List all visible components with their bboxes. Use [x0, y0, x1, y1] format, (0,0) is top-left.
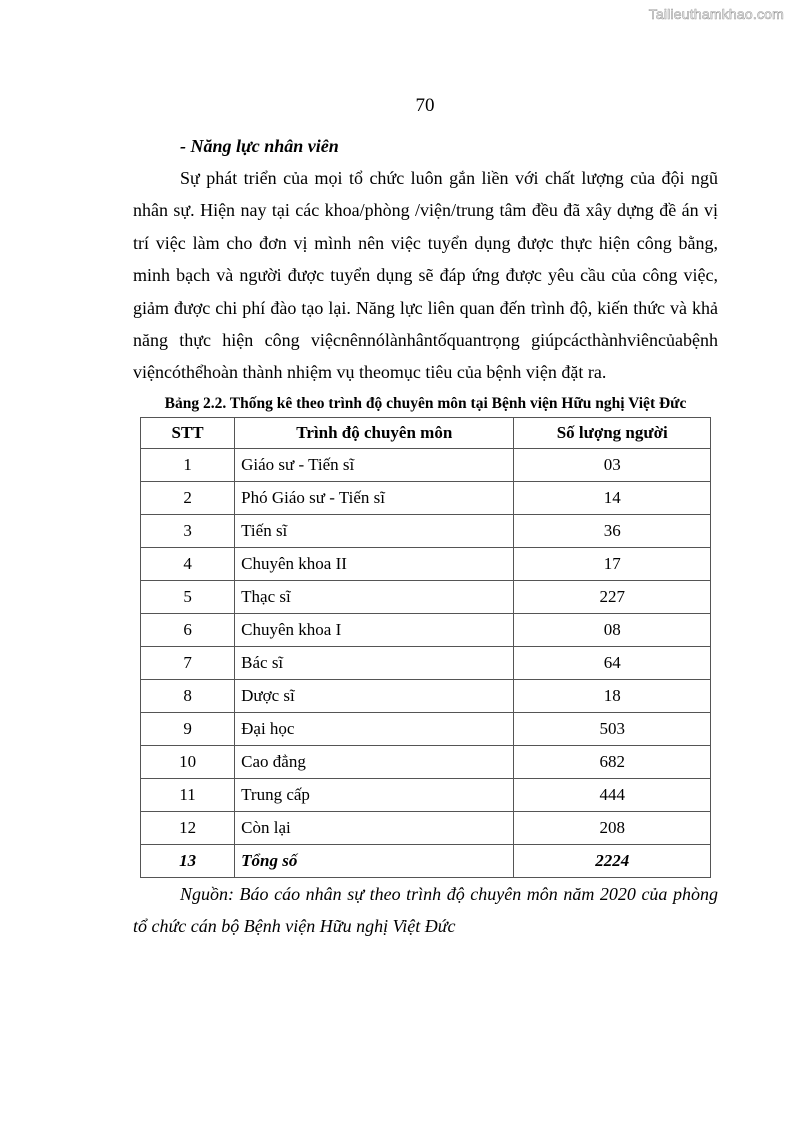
cell-stt: 6 [141, 613, 235, 646]
cell-stt: 8 [141, 679, 235, 712]
cell-count: 03 [514, 448, 711, 481]
table-header-row [141, 417, 711, 448]
table-total-row [141, 844, 711, 877]
cell-qualification: Chuyên khoa I [235, 613, 514, 646]
cell-stt: 12 [141, 811, 235, 844]
page-number: 70 [415, 95, 435, 116]
cell-qualification: Giáo sư - Tiến sĩ [235, 448, 514, 481]
table-row [141, 745, 711, 778]
cell-stt: 4 [141, 547, 235, 580]
table-row [141, 613, 711, 646]
cell-stt: 10 [141, 745, 235, 778]
table-row [141, 580, 711, 613]
table-caption: Bảng 2.2. Thống kê theo trình độ chuyên môn tại Bệnh viện Hữu nghị Việt Đức [164, 394, 687, 412]
cell-count: 36 [514, 514, 711, 547]
table-row [141, 514, 711, 547]
cell-qualification: Trung cấp [235, 778, 514, 811]
cell-stt: 3 [141, 514, 235, 547]
cell-count: 14 [514, 481, 711, 514]
cell-stt: 5 [141, 580, 235, 613]
cell-qualification: Còn lại [235, 811, 514, 844]
table-row [141, 712, 711, 745]
header-qualification: Trình độ chuyên môn [235, 417, 514, 448]
cell-stt: 1 [141, 448, 235, 481]
cell-stt: 2 [141, 481, 235, 514]
table-row [141, 679, 711, 712]
table-row [141, 481, 711, 514]
cell-qualification: Chuyên khoa II [235, 547, 514, 580]
watermark: Tailieuthamkhao.com [648, 6, 784, 22]
table-row [141, 547, 711, 580]
total-stt: 13 [141, 844, 235, 877]
table-body [141, 448, 711, 877]
header-count: Số lượng người [514, 417, 711, 448]
cell-count: 503 [514, 712, 711, 745]
staff-qualification-table [140, 417, 711, 878]
cell-qualification: Thạc sĩ [235, 580, 514, 613]
cell-qualification: Cao đẳng [235, 745, 514, 778]
total-count: 2224 [514, 844, 711, 877]
cell-count: 64 [514, 646, 711, 679]
cell-qualification: Dược sĩ [235, 679, 514, 712]
body-paragraph: Sự phát triển của mọi tổ chức luôn gắn liền với chất lượng của đội ngũ nhân sự. Hiện nay tại các khoa/phòng /viện/trung tâm đều đã xây dựng đề án vị trí việc làm cho đơn vị mình nên việc tuyển dụng được thực hiện công bằng, minh bạch và người được tuyển dụng sẽ đáp ứng được yêu cầu của công việc, giảm được chi phí đào tạo lại. Năng lực liên quan đến trình độ, kiến thức và khả năng thực hiện công việcnênnólànhântốquantrọng giúpcácthànhviêncủabệnh việncóthểhoàn thành nhiệm vụ theomục tiêu của bệnh viện đặt ra. [133, 168, 718, 383]
cell-stt: 9 [141, 712, 235, 745]
page-content [133, 130, 718, 942]
cell-count: 18 [514, 679, 711, 712]
cell-qualification: Phó Giáo sư - Tiến sĩ [235, 481, 514, 514]
cell-count: 227 [514, 580, 711, 613]
cell-qualification: Bác sĩ [235, 646, 514, 679]
cell-qualification: Tiến sĩ [235, 514, 514, 547]
cell-stt: 11 [141, 778, 235, 811]
table-row [141, 778, 711, 811]
cell-count: 444 [514, 778, 711, 811]
section-heading: - Năng lực nhân viên [180, 136, 339, 156]
table-row [141, 448, 711, 481]
cell-stt: 7 [141, 646, 235, 679]
table-source-note: Nguồn: Báo cáo nhân sự theo trình độ chuyên môn năm 2020 của phòng tổ chức cán bộ Bệnh viện Hữu nghị Việt Đức [133, 883, 718, 936]
total-label: Tổng số [235, 844, 514, 877]
cell-count: 682 [514, 745, 711, 778]
table-row [141, 811, 711, 844]
cell-count: 208 [514, 811, 711, 844]
table-row [141, 646, 711, 679]
header-stt: STT [141, 417, 235, 448]
cell-qualification: Đại học [235, 712, 514, 745]
cell-count: 08 [514, 613, 711, 646]
cell-count: 17 [514, 547, 711, 580]
